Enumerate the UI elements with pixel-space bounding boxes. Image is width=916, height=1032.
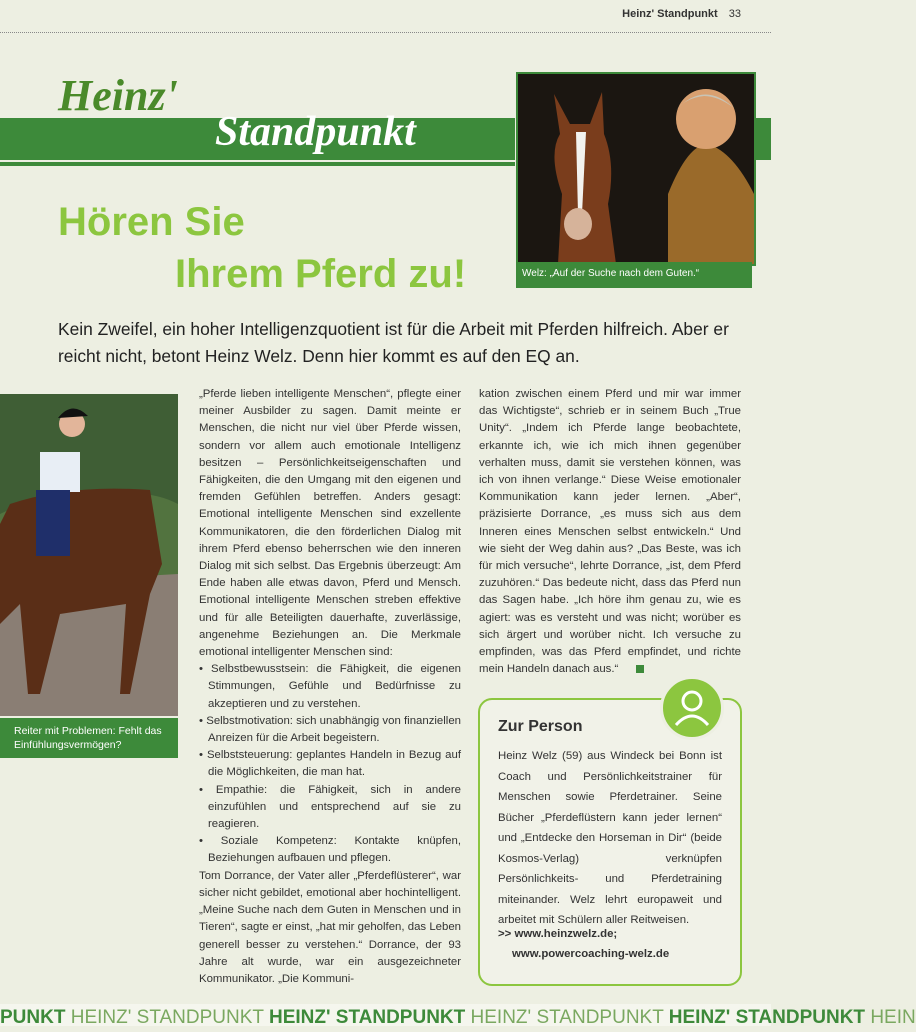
list-item: • Selbststeuerung: geplantes Handeln in Bezug auf die Möglichkeiten, die man hat.	[199, 749, 461, 779]
headline-line2: Ihrem Pferd zu!	[175, 252, 467, 296]
headline-line1: Hören Sie	[58, 200, 245, 244]
about-person-text: Heinz Welz (59) aus Windeck bei Bonn ist Coach und Persönlichkeitstrainer für Menschen sowie Pferdetrainer. Seine Bücher „Pferdeflüstern kann jeder lernen“ und „Entdecke den Horseman in Dir“ (beide Kosmos-Verlag) verknüpfen Persönlichkeits- und Pferdetraining miteinander. Welz lehrt europaweit und arbeitet mit Schülern aller Reitweisen.	[498, 750, 722, 926]
list-item: • Empathie: die Fähigkeit, sich in andere einzufühlen und entsprechend auf sie zu reagieren.	[199, 783, 461, 831]
person-icon	[660, 676, 724, 740]
dotted-rule	[0, 32, 771, 33]
footer-text: HEIN	[870, 1007, 916, 1028]
body-column-1	[199, 386, 461, 988]
column-title-line1: Heinz'	[58, 71, 178, 120]
rider-photo-art	[0, 394, 178, 716]
lead-paragraph: Kein Zweifel, ein hoher Intelligenzquotient ist für die Arbeit mit Pferden hilfreich. Aber er reicht nicht, betont Heinz Welz. Denn hier kommt es auf den EQ an.	[58, 319, 729, 366]
body-col1-end: Tom Dorrance, der Vater aller „Pferdeflüsterer“, war sicher nicht gebildet, emotional aber hochintelligent. „Meine Suche nach dem Guten in Menschen und in Tieren“, sagte er einst, „hat mir geholfen, das Leben generell besser zu verstehen.“ Dorrance, der 93 Jahre alt wurde, war ein ausgezeichneter Kommunikator. „Die Kommuni-	[199, 869, 461, 985]
body-col2: kation zwischen einem Pferd und mir war immer das Wichtigste“, schrieb er in seinem Buch „True Unity“. „Indem ich Pferde lange beobachtete, erkannte ich, wie ich mich ihnen gegenüber verhalten muss, damit sie verstehen können, was ich von ihnen verlange.“ Diese Weise emotionaler Kommunikation kann jeder lernen. „Aber“, präzisierte Dorrance, „es muss sich aus dem Inneren eines Menschen selbst entwickeln.“ Und wie sieht der Weg dahin aus? „Das Beste, was ich für mich versuche“, lehrte Dorrance, „ist, dem Pferd zuzuhören.“ Das bedeute nicht, dass das Pferd nun das Sagen habe. „Ich höre ihm genau zu, wie es agiert: was es versteht und was nicht; worüber es sich ärgert und worüber nicht. Ich versuche zu empfinden, was das Pferd empfindet, und richte mein Handeln danach aus.“	[479, 388, 741, 676]
page-number: 33	[728, 8, 741, 20]
portrait-photo-art	[518, 74, 754, 264]
footer-text: HEINZ' STANDPUNKT	[70, 1007, 264, 1028]
website-link-1[interactable]: >> www.heinzwelz.de;	[498, 928, 618, 940]
about-person-title: Zur Person	[498, 718, 583, 735]
rider-caption: Reiter mit Problemen: Fehlt das Einfühlungsvermögen?	[14, 725, 162, 751]
portrait-photo	[516, 72, 756, 266]
about-person-links	[498, 924, 669, 964]
list-item: • Soziale Kompetenz: Kontakte knüpfen, Beziehungen aufbauen und pflegen.	[199, 835, 461, 865]
footer-text: PUNKT	[0, 1007, 66, 1028]
portrait-caption: Welz: „Auf der Suche nach dem Guten.“	[522, 268, 700, 279]
traits-list	[199, 661, 461, 867]
title-band-underline	[0, 162, 515, 166]
body-intro: „Pferde lieben intelligente Menschen“, pflegte einer meiner Ausbilder zu sagen. Damit meinte er Menschen, die nicht nur viel über Pferde wissen, sondern vor allem auch emotionale Intelligenz besitzen – Persönlichkeitseigenschaften und Fähigkeiten, die den Umgang mit den eigenen und fremden Gefühlen betreffen. Anders gesagt: Emotional intelligente Menschen sind exzellente Kommunikatoren, die den förderlichen Dialog mit ihrem Pferd ebenso beherrschen wie den inneren Dialog mit sich selbst. Das Ergebnis überzeugt: Am Ende haben alle etwas davon, Pferd und Mensch. Emotional intelligente Menschen streben effektive und für alle Beteiligten dauerhafte, zuverlässige, angenehme Beziehungen an. Die Merkmale emotional intelligenter Menschen sind:	[199, 388, 461, 659]
running-head	[622, 8, 741, 20]
end-mark	[636, 665, 644, 673]
column-title-line2: Standpunkt	[215, 109, 416, 155]
footer-strip	[0, 1004, 916, 1028]
footer-text: HEINZ' STANDPUNKT	[268, 1007, 466, 1028]
body-column-2	[479, 386, 741, 678]
rider-photo	[0, 394, 178, 716]
footer-text: HEINZ' STANDPUNKT	[470, 1007, 664, 1028]
list-item: • Selbstmotivation: sich unabhängig von finanziellen Anreizen für die Arbeit begeistern.	[199, 714, 461, 745]
footer-text: HEINZ' STANDPUNKT	[668, 1007, 866, 1028]
running-head-section: Heinz' Standpunkt	[622, 8, 718, 20]
list-item: • Selbstbewusstsein: die Fähigkeit, die eigenen Stimmungen, Gefühle und Bedürfnisse zu akzeptieren und zu verstehen.	[199, 663, 461, 710]
rider-caption-box	[0, 718, 178, 758]
website-link-2[interactable]: www.powercoaching-welz.de	[512, 948, 670, 960]
